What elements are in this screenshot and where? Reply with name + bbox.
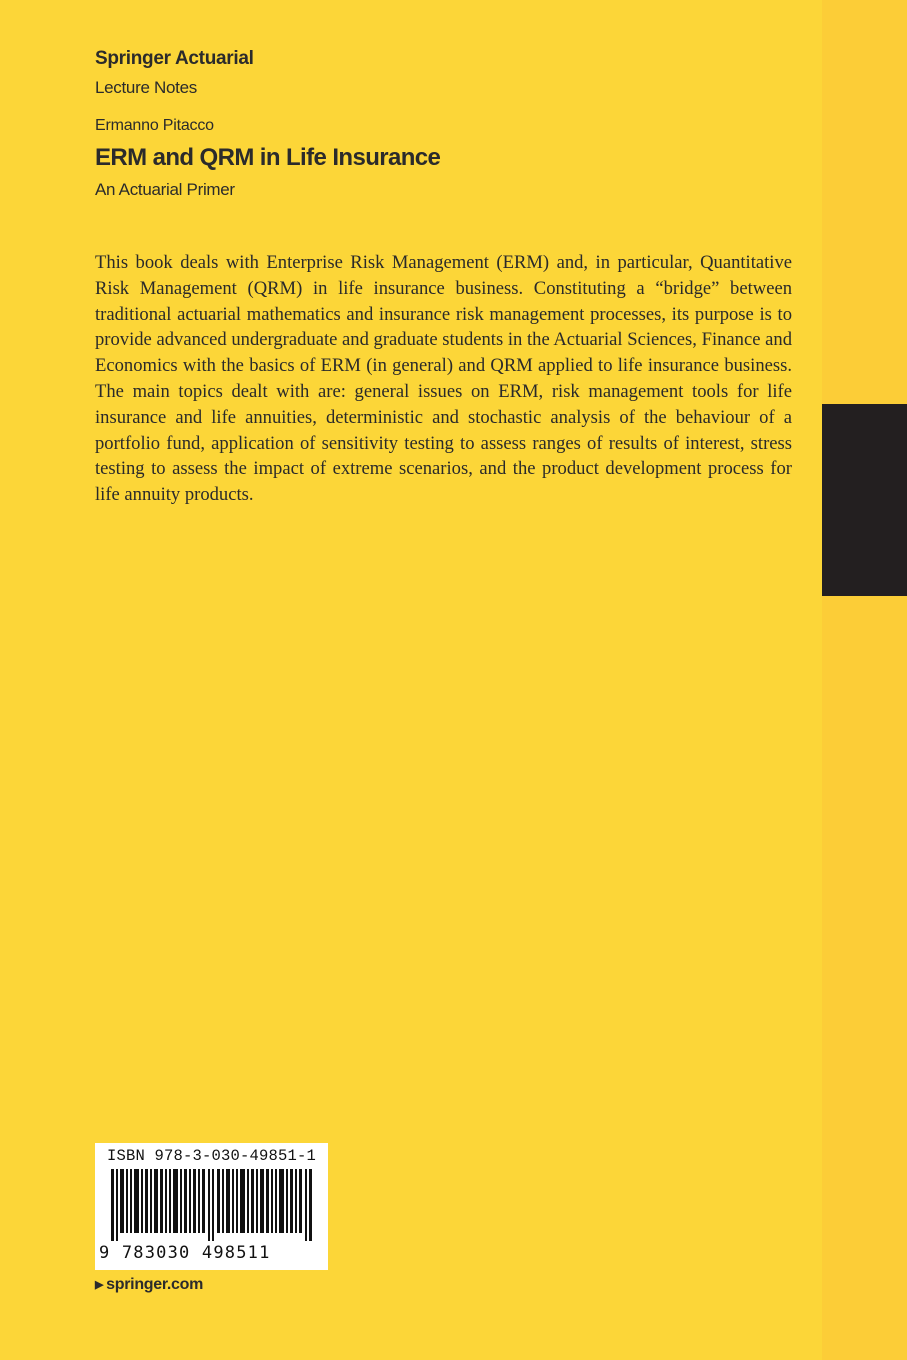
barcode-bars [111,1169,312,1241]
series-name: Springer Actuarial [95,48,254,69]
isbn-label: ISBN 978-3-030-49851-1 [106,1147,317,1165]
barcode-digits: 9 783030 498511 [99,1243,271,1263]
book-title: ERM and QRM in Life Insurance [95,144,441,171]
publisher-url: springer.com [106,1276,204,1293]
spine-color-block [822,404,907,596]
author-name: Ermanno Pitacco [95,117,214,134]
book-description: This book deals with Enterprise Risk Management (ERM) and, in particular, Quantitative Risk Management (QRM) in life insurance business. Constituting a “bridge” between traditional actuarial mathematics and insurance risk management processes, its purpose is to provide advanced undergraduate and graduate students in the Actuarial Sciences, Finance and Economics with the basics of ERM (in general) and QRM applied to life insurance business. The main topics dealt with are: general issues on ERM, risk management tools for life insurance and life annuities, deterministic and stochastic analysis of the behaviour of a portfolio fund, application of sensitivity testing to assess ranges of results of interest, stress testing to assess the impact of extreme scenarios, and the product development process for life annuity products. [95,252,792,506]
publisher-link[interactable] [95,1276,203,1294]
isbn-barcode [95,1143,328,1270]
subseries-name: Lecture Notes [95,78,197,97]
spine-strip [822,0,907,1360]
triangle-right-icon: ▶ [95,1279,104,1291]
book-subtitle: An Actuarial Primer [95,180,235,199]
